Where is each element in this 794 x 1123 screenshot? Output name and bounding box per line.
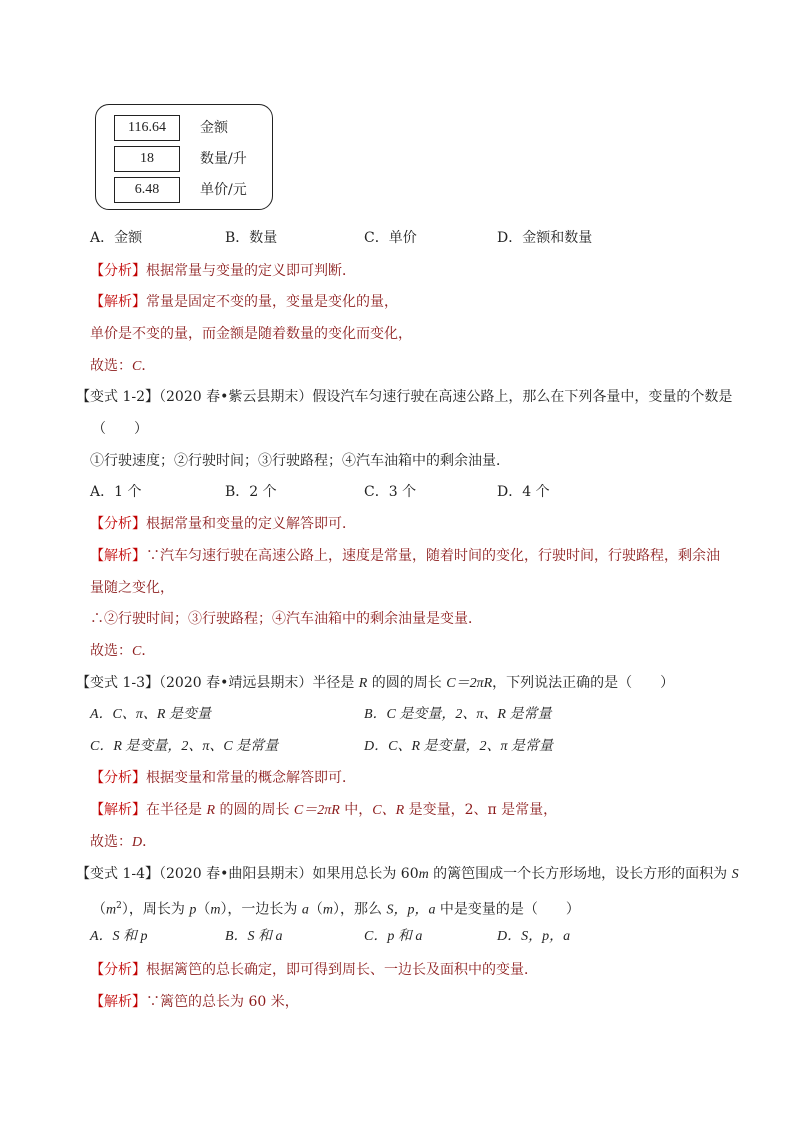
analysis-tag: 【分析】 <box>90 516 146 532</box>
answer-letter: C <box>132 359 142 374</box>
solution-line <box>90 546 720 566</box>
answer-line: 故选：C． <box>90 643 156 659</box>
solution-text: ∵篱笆的总长为 60 米， <box>146 994 299 1010</box>
analysis-tag: 【分析】 <box>90 263 146 279</box>
option-b: B．2 个 <box>225 484 277 500</box>
question-source: （2020 春•靖远县期末） <box>159 675 313 691</box>
solution-line <box>90 992 299 1012</box>
analysis-text: 根据篱笆的总长确定，即可得到周长、一边长及面积中的变量． <box>146 962 538 978</box>
question-tag: 【变式 1-2】 <box>76 389 159 405</box>
analysis-tag: 【分析】 <box>90 962 146 978</box>
answer-line: 故选：D． <box>90 834 157 850</box>
option-d: D．金额和数量 <box>497 230 593 246</box>
option-d: D．C、R 是变量，2、π 是常量 <box>364 739 554 754</box>
answer-paren: （ ） <box>92 421 148 437</box>
analysis-text: 根据常量和变量的定义解答即可． <box>146 516 356 532</box>
option-c: C．3 个 <box>364 484 417 500</box>
quantity-value: 18 <box>114 146 180 172</box>
option-c: C．p 和 a <box>364 929 423 944</box>
question-1-4-stem-line-2: $(m^2)$，周长为 p（m），一边长为 a（m），那么 S，p，a 中是变量的是（ ） <box>92 901 580 918</box>
option-d: D．S，p，a <box>497 929 571 944</box>
option-a: A．S 和 p <box>90 929 148 944</box>
solution-line: 【解析】在半径是 R 的圆的周长 C＝2πR 中，C、R 是变量，2、π 是常量， <box>90 802 558 818</box>
question-source: （2020 春•曲阳县期末） <box>159 866 313 882</box>
question-tag: 【变式 1-4】 <box>76 866 159 882</box>
option-c: C．R 是变量，2、π、C 是常量 <box>90 739 279 754</box>
option-d: D．4 个 <box>497 484 550 500</box>
solution-text: 常量是固定不变的量，变量是变化的量， <box>146 294 398 310</box>
analysis-line <box>90 960 538 980</box>
option-a: A．1 个 <box>90 484 142 500</box>
option-b: B．数量 <box>225 230 278 246</box>
option-a: A．金额 <box>90 230 143 246</box>
amount-label: 金额 <box>200 120 228 136</box>
solution-tag: 【解析】 <box>90 294 146 310</box>
fuel-pump-display <box>95 104 273 210</box>
solution-line <box>90 292 398 312</box>
unit-price-label: 单价/元 <box>200 182 247 198</box>
question-1-4-stem: 【变式 1-4】（2020 春•曲阳县期末）如果用总长为 60m 的篱笆围成一个长方形场地，设长方形的面积为 S <box>76 866 739 882</box>
option-b: B．C 是变量，2、π、R 是常量 <box>364 707 552 722</box>
question-source: （2020 春•紫云县期末） <box>159 389 313 405</box>
solution-line-3: ∴②行驶时间；③行驶路程；④汽车油箱中的剩余油量是变量． <box>90 611 482 627</box>
solution-line-2: 单价是不变的量，而金额是随着数量的变化而变化， <box>90 326 412 342</box>
question-items: ①行驶速度；②行驶时间；③行驶路程；④汽车油箱中的剩余油量． <box>90 453 510 469</box>
analysis-line <box>90 514 356 534</box>
analysis-text: 根据变量和常量的概念解答即可． <box>146 770 356 786</box>
option-c: C．单价 <box>364 230 417 246</box>
solution-tag: 【解析】 <box>90 548 146 564</box>
question-1-2-stem: 【变式 1-2】（2020 春•紫云县期末）假设汽车匀速行驶在高速公路上，那么在下列各量中，变量的个数是 <box>76 389 733 405</box>
analysis-text: 根据常量与变量的定义即可判断． <box>146 263 356 279</box>
answer-line: 故选：C． <box>90 358 156 374</box>
unit-price-value: 6.48 <box>114 177 180 203</box>
solution-text: ∵汽车匀速行驶在高速公路上，速度是常量，随着时间的变化，行驶时间，行驶路程，剩余油 <box>146 548 720 564</box>
answer-letter: D <box>132 835 143 850</box>
question-tag: 【变式 1-3】 <box>76 675 159 691</box>
answer-letter: C <box>132 644 142 659</box>
solution-line-2: 量随之变化， <box>90 580 174 596</box>
option-b: B．S 和 a <box>225 929 283 944</box>
amount-value: 116.64 <box>114 115 180 141</box>
formula: C＝2πR <box>446 676 493 691</box>
analysis-tag: 【分析】 <box>90 770 146 786</box>
analysis-line <box>90 261 356 281</box>
quantity-label: 数量/升 <box>200 151 247 167</box>
solution-tag: 【解析】 <box>90 802 146 818</box>
question-1-3-stem: 【变式 1-3】（2020 春•靖远县期末）半径是 R 的圆的周长 C＝2πR，下列说法正确的是（ ） <box>76 675 675 691</box>
option-a: A．C、π、R 是变量 <box>90 707 211 722</box>
solution-tag: 【解析】 <box>90 994 146 1010</box>
analysis-line <box>90 768 356 788</box>
